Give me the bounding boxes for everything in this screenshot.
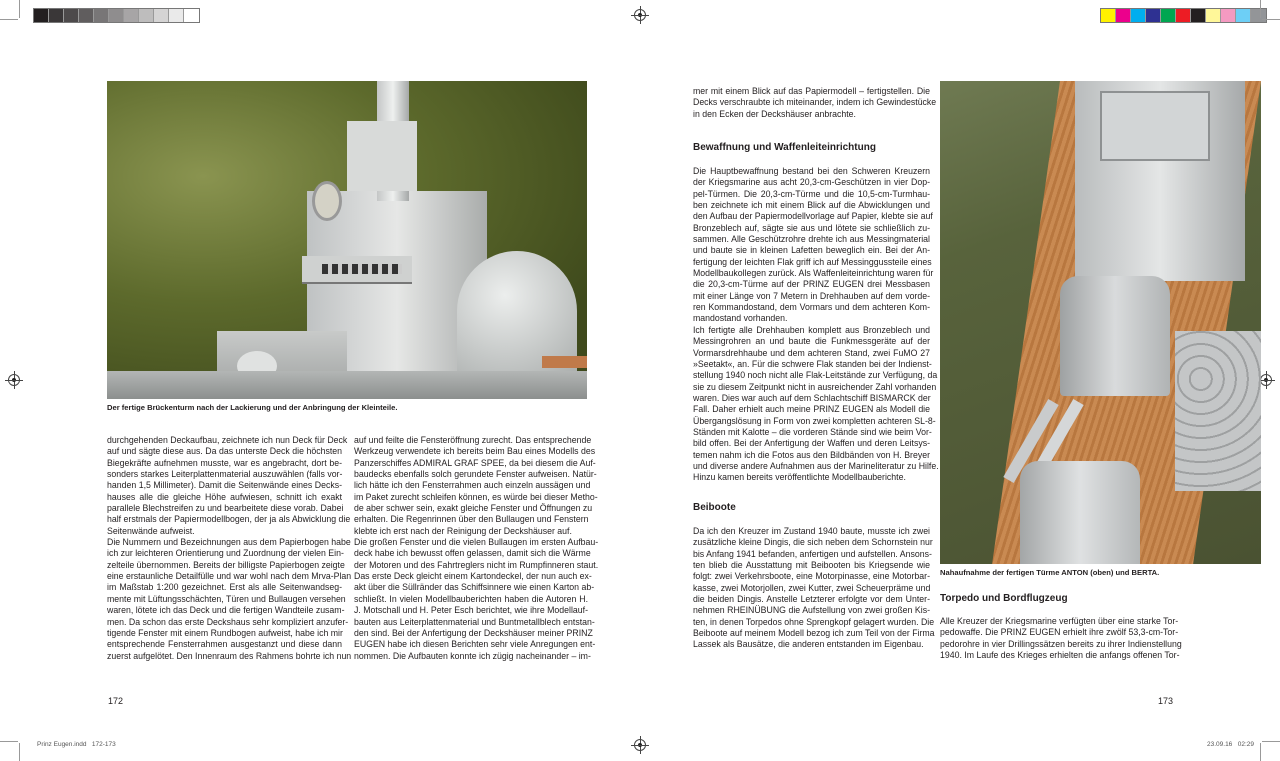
- text-line: pedorohre in vier Drillingssätzen bereits zu ihrer Indienstellung: [940, 638, 1182, 649]
- text-line: klebte ich erst nach der Reinigung der Deckshäuser auf.: [354, 525, 572, 536]
- registration-mark-icon: [634, 739, 646, 751]
- color-swatch: [49, 9, 64, 22]
- page-number-right: 173: [1158, 696, 1174, 706]
- text-section-torpedo: [940, 616, 1182, 661]
- text-line: Alle Kreuzer der Kriegsmarine verfügten über eine starke Tor-: [940, 616, 1179, 626]
- crop-mark: [1260, 0, 1261, 18]
- text-line: entsprechende Fensterrahmen ausgestanzt und diese dann: [107, 639, 342, 650]
- text-line: und baute sie in kleinen Lafetten beweglich ein. Bei der An-: [693, 245, 930, 256]
- text-line: im Paket zurecht schleifen können, es würde bei dieser Metho-: [354, 491, 598, 502]
- text-line: stellung 1940 noch nicht alle Flak-Leitstände zur Verfügung, da: [693, 370, 938, 381]
- text-line: temen nahm ich die Fotos aus den Bildbänden von H. Breyer: [693, 449, 930, 460]
- crop-mark: [19, 743, 20, 761]
- section-heading-torpedo: Torpedo und Bordflugzeug: [940, 593, 1068, 604]
- text-line: J. Motschall und H. Peter Esch berichtet, wie ihre Modellauf-: [354, 605, 588, 616]
- text-line: Panzerschiffes ADMIRAL GRAF SPEE, da bei diesem die Auf-: [354, 457, 596, 468]
- registration-mark-icon: [634, 9, 646, 21]
- text-line: der Kriegsmarine aus acht 20,3-cm-Geschützen in vier Dop-: [693, 177, 930, 188]
- registration-mark-icon: [1260, 374, 1272, 386]
- text-section-armament: [693, 166, 939, 484]
- color-swatch: [1251, 9, 1266, 22]
- text-line: zusätzliche kleine Dingis, die sich neben dem Schornstein nur: [693, 537, 933, 548]
- color-swatch: [1146, 9, 1161, 22]
- color-swatch: [139, 9, 154, 22]
- text-line: Fall. Daher erhielt auch meine PRINZ EUGEN als Modell die: [693, 404, 930, 415]
- text-line: ich zur leichteren Orientierung und Zuordnung der vielen Ein-: [107, 548, 344, 559]
- text-line: lich hätte ich den Fensterrahmen auch einzeln aussägen und: [354, 480, 591, 491]
- text-line: bild offen. Bei der Anfertigung der Waffen und deren Leitsys-: [693, 438, 930, 449]
- color-swatch: [1131, 9, 1146, 22]
- text-line: sammen. Alle Geschützrohre drehte ich aus Messingmaterial: [693, 234, 930, 245]
- color-swatch: [1116, 9, 1131, 22]
- color-swatch: [1176, 9, 1191, 22]
- text-line: ren Kommandostand, dem Vormars und dem achteren Kom-: [693, 302, 930, 313]
- text-line: Die Nummern und Bezeichnungen aus dem Papierbogen habe: [107, 537, 351, 548]
- color-swatch: [1101, 9, 1116, 22]
- text-line: pel-Türmen. Die 20,3-cm-Türme und die 10,5-cm-Turmhau-: [693, 188, 930, 199]
- text-line: Messingrohren an und baute die Funkmessgeräte auf der: [693, 336, 930, 347]
- text-line: handen 1,5 Millimeter). Damit die Seitenwände eines Decks-: [107, 480, 342, 491]
- text-line: und diverse andere Aufnahmen aus der Marineliteratur zu Hilfe.: [693, 460, 939, 471]
- text-line: erhalten. Die Regenrinnen über den Bullaugen und Fenstern: [354, 514, 589, 525]
- text-line: akt über die Süllränder das Schiffsinnere wie einen Karton ab-: [354, 582, 595, 593]
- color-swatch: [124, 9, 139, 22]
- text-line: Die Hauptbewaffnung bestand bei den Schweren Kreuzern: [693, 166, 930, 176]
- text-line: EUGEN habe ich diesen Berichten sehr viele Anregungen ent-: [354, 639, 596, 650]
- text-line: »Seetakt«, an. Für die schwere Flak standen bei der Indienst-: [693, 358, 932, 369]
- text-line: Das erste Deck gleicht einem Kartondeckel, der nun auch ex-: [354, 571, 592, 582]
- color-swatch: [94, 9, 109, 22]
- text-line: Decks verschraubte ich miteinander, indem ich Gewindestücke: [693, 97, 937, 108]
- color-swatch: [1221, 9, 1236, 22]
- text-line: folgt: zwei Verkehrsboote, eine Motorpinasse, eine Motorbar-: [693, 571, 930, 582]
- color-swatch: [109, 9, 124, 22]
- text-line: der Motoren und des Fahrtreglers nicht im Rumpfinneren staut.: [354, 559, 599, 570]
- section-heading-boats: Beiboote: [693, 502, 736, 513]
- text-line: Die großen Fenster und die vielen Bullaugen im ersten Aufbau-: [354, 537, 599, 548]
- text-line: mer mit einem Blick auf das Papiermodell – fertigstellen. Die: [693, 86, 930, 96]
- text-line: hauses alle die gleiche Höhe aufwiesen, schnitt ich exakt: [107, 491, 342, 502]
- slug-date-info: 23.09.16 02:29: [1207, 741, 1254, 748]
- photo-caption-right: Nahaufnahme der fertigen Türme ANTON (oben) und BERTA.: [940, 568, 1160, 577]
- text-line: kasse, zwei Motorjollen, zwei Kutter, zwei Scheuerpräme und: [693, 582, 931, 593]
- text-line: Modellbaukollegen zurück. Als Waffenleiteinrichtung waren für: [693, 268, 934, 279]
- photo-bridge-tower: [107, 81, 587, 399]
- text-line: deck habe ich bewusst offen gelassen, damit sich die Wärme: [354, 548, 591, 559]
- color-swatch: [79, 9, 94, 22]
- text-line: half erstmals der Papiermodellbogen, der ja als Abwicklung die: [107, 514, 351, 525]
- text-intro: [693, 86, 937, 120]
- text-line: durchgehenden Deckaufbau, zeichnete ich nun Deck für Deck: [107, 435, 348, 445]
- text-line: nehmen RHEINÜBUNG die Aufstellung von zwei großen Kis-: [693, 605, 930, 616]
- text-line: Werkzeug verwendete ich bereits beim Bau eines Modells des: [354, 446, 596, 457]
- text-line: Bronzeblech auf, sägte sie aus und lötete sie schließlich zu-: [693, 222, 930, 233]
- text-column-left-2: [354, 435, 599, 662]
- color-swatch: [34, 9, 49, 22]
- text-line: 1940. Im Laufe des Krieges erhielten die anfangs offenen Tor-: [940, 650, 1180, 661]
- text-line: bis Anfang 1941 befanden, anfertigen und aufstellen. Ansons-: [693, 548, 932, 559]
- text-line: auf und feilte die Fensteröffnung zurecht. Das entsprechende: [354, 435, 592, 445]
- text-line: auf und sägte diese aus. Da das unterste Deck die höchsten: [107, 446, 342, 457]
- text-line: de aber schwer sein, exakt gleiche Fenster und Öffnungen zu: [354, 503, 593, 514]
- text-line: die 20,3-cm-Türme auf der PRINZ EUGEN drei Messbasen: [693, 279, 930, 290]
- color-swatch: [184, 9, 199, 22]
- text-line: den Aufbau der Papiermodellvorlage auf Papier, klebte sie auf: [693, 211, 933, 222]
- text-line: sie zu diesem Zeitpunkt nicht in ausreichender Zahl vorhanden: [693, 381, 937, 392]
- text-line: sonders starkes Leiterplattenmaterial auszuwählen (falls vor-: [107, 469, 343, 480]
- text-line: nommen. Die Aufbauten konnte ich zügig nacheinander – im-: [354, 650, 591, 661]
- text-line: in den Ecken der Deckshäuser anbrachte.: [693, 108, 856, 119]
- section-heading-armament: Bewaffnung und Waffenleiteinrichtung: [693, 142, 876, 153]
- text-line: fertigung der leichten Flak griff ich auf Messinggussteile eines: [693, 256, 932, 267]
- text-line: baudecks ebenfalls solch gerundete Fenster aufweisen. Natür-: [354, 469, 597, 480]
- text-line: schließt. In vielen Modellbauberichten haben die Autoren H.: [354, 593, 588, 604]
- color-swatch: [154, 9, 169, 22]
- crop-mark: [0, 741, 18, 742]
- color-swatch: [1206, 9, 1221, 22]
- text-line: Seitenwände aufweist.: [107, 525, 195, 536]
- text-line: Vormarsdrehhaube und dem achteren Stand, zwei FuMO 27: [693, 347, 930, 358]
- text-line: eine erstaunliche Detailfülle und war wohl nach dem Mrva-Plan: [107, 571, 352, 582]
- text-line: Biegekräfte aufnehmen musste, war es angebracht, dort be-: [107, 457, 342, 468]
- color-swatch: [1236, 9, 1251, 22]
- crop-mark: [0, 19, 18, 20]
- color-swatch: [64, 9, 79, 22]
- color-swatch: [1161, 9, 1176, 22]
- text-line: Beiboote auf meinem Modell bezog ich zum Teil von der Firma: [693, 628, 935, 639]
- text-line: ben zeichnete ich mit einem Blick auf die Abwicklungen und: [693, 200, 930, 211]
- text-line: zuerst aufgelötet. Den Innenraum des Rahmens bohrte ich nun: [107, 650, 352, 661]
- crop-mark: [1262, 19, 1280, 20]
- slug-file-info: Prinz Eugen.indd 172-173: [37, 741, 116, 748]
- photo-caption-left: Der fertige Brückenturm nach der Lackierung und der Anbringung der Kleinteile.: [107, 403, 398, 412]
- cmyk-color-bar: [1100, 8, 1267, 23]
- text-line: waren. Dies war auch auf dem Schlachtschiff BISMARCK der: [693, 392, 931, 403]
- text-section-boats: [693, 526, 935, 651]
- crop-mark: [19, 0, 20, 18]
- text-line: mandostand vorhanden.: [693, 313, 788, 324]
- text-line: die beiden Dingis. Anstelle Letzterer erfolgte vor dem Unter-: [693, 594, 930, 605]
- page-number-left: 172: [108, 696, 124, 706]
- text-line: Ich fertigte alle Drehhauben komplett aus Bronzeblech und: [693, 324, 930, 335]
- crop-mark: [1260, 743, 1261, 761]
- gray-color-bar: [33, 8, 200, 23]
- text-line: tigende Fenster mit einem Rundbogen aufweist, habe ich mir: [107, 627, 343, 638]
- registration-mark-icon: [8, 374, 20, 386]
- text-line: bauten aus Leiterplattenmaterial und Buntmetallblech entstan-: [354, 616, 595, 627]
- text-line: mit einer Länge von 7 Metern in Drehhauben auf dem vorde-: [693, 290, 930, 301]
- photo-turrets: [940, 81, 1261, 564]
- text-column-left-1: [107, 435, 352, 662]
- text-line: ten, in denen Torpedos ohne Sprengkopf gelagert wurden. Die: [693, 616, 935, 627]
- text-line: mente mit Lüftungsschächten, Türen und Bullaugen versehen: [107, 593, 346, 604]
- text-line: pedowaffe. Die PRINZ EUGEN erhielt ihre zwölf 53,3-cm-Tor-: [940, 627, 1179, 638]
- text-line: parallele Blechstreifen zu und bearbeitete diese vorab. Dabei: [107, 503, 344, 514]
- color-swatch: [1191, 9, 1206, 22]
- text-line: Ständen mit Kalotte – die vorderen Stände sind wie beim Vor-: [693, 426, 932, 437]
- text-line: waren, lötete ich das Deck und die fertigen Wandteile zusam-: [107, 605, 345, 616]
- text-line: Da ich den Kreuzer im Zustand 1940 baute, musste ich zwei: [693, 526, 930, 536]
- text-line: zelteile übernommen. Bereits der billigste Papierbogen zeigte: [107, 559, 345, 570]
- text-line: Übergangslösung in Form von zwei kompletten achteren SL-8-: [693, 415, 936, 426]
- text-line: Lassek als Bausätze, die anderen entstanden im Eigenbau.: [693, 639, 924, 650]
- crop-mark: [1262, 741, 1280, 742]
- text-line: im Maßstab 1:200 gezeichnet. Erst als alle Seitenwandseg-: [107, 582, 342, 593]
- text-line: Hinzu kamen bereits veröffentlichte Modellbauberichte.: [693, 472, 906, 483]
- text-line: ten blieb die Ausstattung mit Beibooten bis Kriegsende wie: [693, 560, 930, 571]
- text-line: den sind. Bei der Anfertigung der Deckshäuser meiner PRINZ: [354, 627, 593, 638]
- text-line: men. Da schon das erste Deckshaus sehr kompliziert anzufer-: [107, 616, 349, 627]
- color-swatch: [169, 9, 184, 22]
